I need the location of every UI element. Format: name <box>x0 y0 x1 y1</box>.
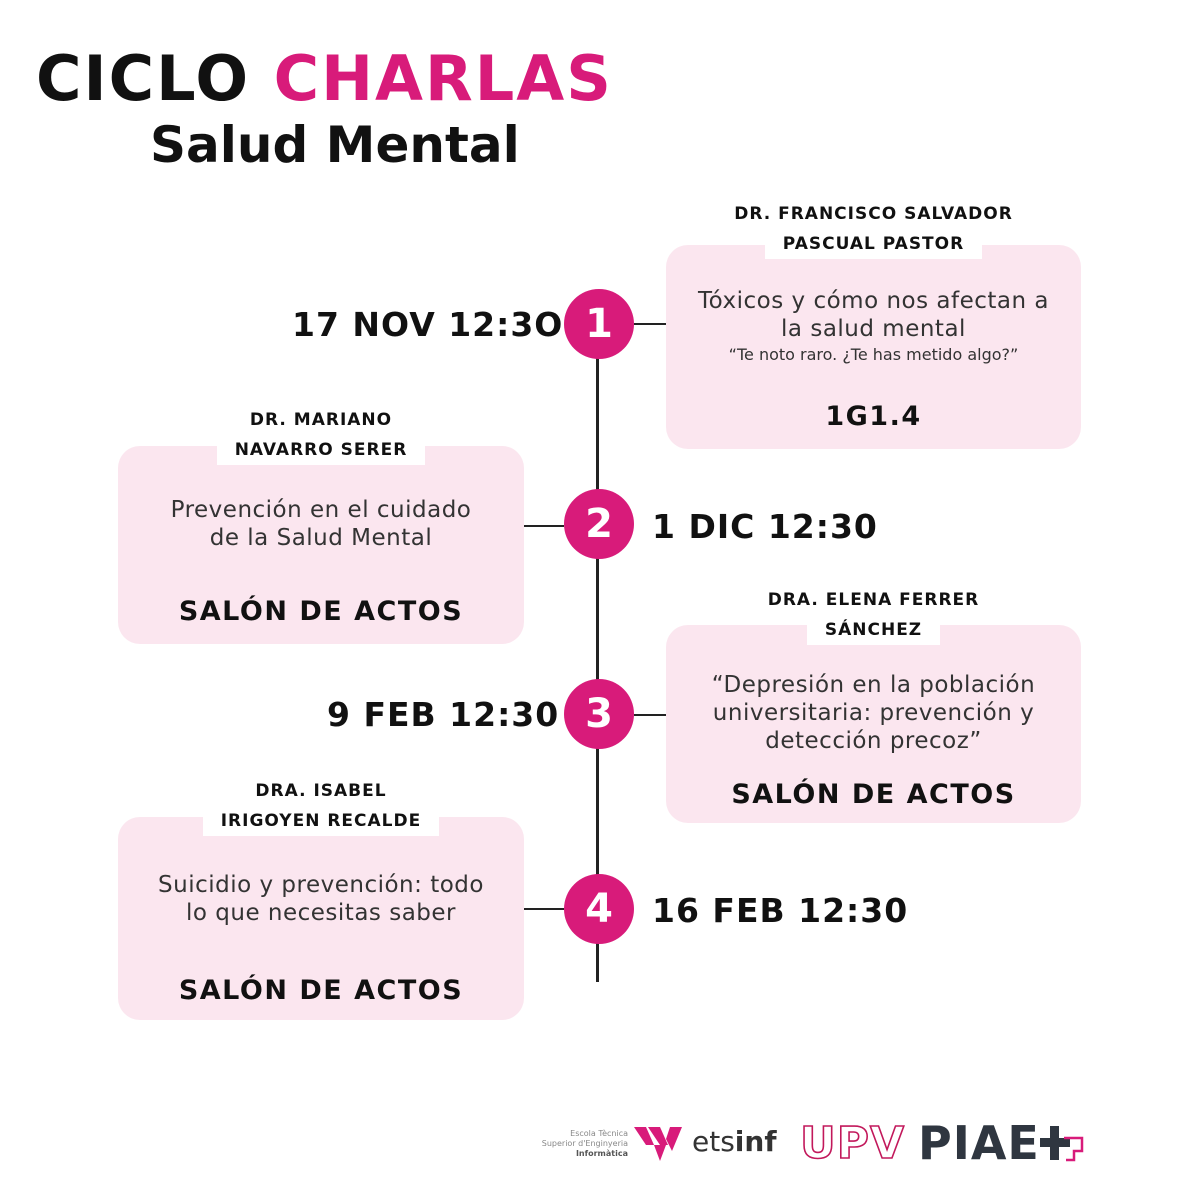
talk-number-2: 2 <box>564 489 634 559</box>
school-name-line3: Informàtica <box>575 1149 628 1158</box>
talk-room-2: SALÓN DE ACTOS <box>178 596 464 627</box>
talk-room-4: SALÓN DE ACTOS <box>178 975 464 1006</box>
talk-card-2 <box>118 446 524 644</box>
piae-logo: PIAE <box>918 1116 1040 1170</box>
talk-date-1: 17 NOV 12:3O <box>292 305 564 344</box>
talk-card-1 <box>666 245 1081 449</box>
speaker-1 <box>666 199 1081 259</box>
connector-3 <box>634 714 666 716</box>
title-word-ciclo: CICLO <box>36 42 251 115</box>
talk-number-4: 4 <box>564 874 634 944</box>
talk-card-3 <box>666 625 1081 823</box>
talk-title-1b: la salud mental <box>781 316 966 342</box>
speaker-4-line2: IRIGOYEN RECALDE <box>203 806 440 836</box>
talk-title-3a: “Depresión en la población <box>711 672 1036 698</box>
talk-quote-1: “Te noto raro. ¿Te has metido algo?” <box>728 345 1019 364</box>
upv-logo: UPV <box>800 1118 906 1169</box>
connector-1 <box>634 323 666 325</box>
title-word-charlas: CHARLAS <box>273 42 613 115</box>
speaker-2 <box>118 405 524 465</box>
talk-room-3: SALÓN DE ACTOS <box>731 779 1016 810</box>
etsinf-wordmark <box>692 1125 777 1158</box>
speaker-3-line2: SÁNCHEZ <box>807 615 940 645</box>
talk-title-2b: de la Salud Mental <box>209 525 433 551</box>
talk-number-3: 3 <box>564 679 634 749</box>
talk-title-2a: Prevención en el cuidado <box>170 497 472 523</box>
etsinf-bold: inf <box>734 1125 777 1158</box>
talk-card-4 <box>118 817 524 1020</box>
talk-date-3: 9 FEB 12:30 <box>327 695 560 734</box>
speaker-3-line1: DRA. ELENA FERRER <box>767 590 980 610</box>
connector-4 <box>524 908 564 910</box>
speaker-1-line2: PASCUAL PASTOR <box>765 229 982 259</box>
talk-title-4a: Suicidio y prevención: todo <box>158 872 484 898</box>
speaker-1-line1: DR. FRANCISCO SALVADOR <box>734 204 1013 224</box>
etsinf-light: ets <box>692 1125 735 1158</box>
speaker-4-line1: DRA. ISABEL <box>255 781 387 801</box>
connector-2 <box>524 525 564 527</box>
talk-number-1: 1 <box>564 289 634 359</box>
piae-plus-icon <box>1040 1124 1084 1164</box>
talk-date-4: 16 FEB 12:30 <box>652 891 909 930</box>
school-name <box>528 1129 628 1159</box>
page-title <box>36 42 613 115</box>
talk-title-1a: Tóxicos y cómo nos afectan a <box>698 288 1049 314</box>
talk-title-3b: universitaria: prevención y <box>712 700 1035 726</box>
talk-title-4b: lo que necesitas saber <box>186 900 456 926</box>
talk-title-3c: detección precoz” <box>765 728 982 754</box>
school-name-line1: Escola Tècnica <box>570 1129 628 1138</box>
speaker-2-line2: NAVARRO SERER <box>217 435 426 465</box>
page-subtitle: Salud Mental <box>150 116 520 174</box>
talk-room-1: 1G1.4 <box>825 401 922 432</box>
speaker-4 <box>118 776 524 836</box>
etsinf-logo-icon <box>634 1127 684 1163</box>
school-name-line2: Superior d'Enginyeria <box>541 1139 628 1148</box>
speaker-2-line1: DR. MARIANO <box>249 410 393 430</box>
talk-date-2: 1 DIC 12:30 <box>652 507 878 546</box>
speaker-3 <box>666 585 1081 645</box>
